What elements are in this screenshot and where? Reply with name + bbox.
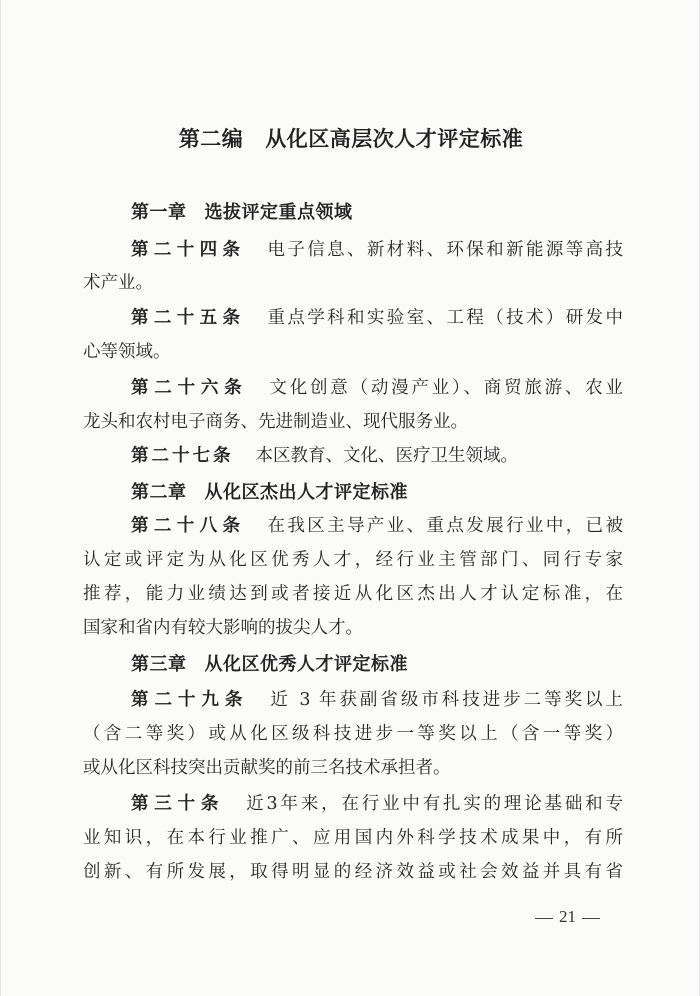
article-label: 第三十条 [131, 794, 225, 814]
article-24-line-1: 第二十四条 电子信息、新材料、环保和新能源等高技 [131, 240, 624, 260]
article-29-line-2: （含二等奖）或从化区级科技进步一等奖以上（含一等奖） [83, 724, 623, 744]
dash-left [535, 918, 553, 919]
article-28-line-4: 国家和省内有较大影响的拔尖人才。 [83, 618, 363, 638]
part-title [1, 123, 700, 153]
article-label: 第二十六条 [131, 378, 248, 398]
chapter-heading-3: 第三章 从化区优秀人才评定标准 [131, 654, 408, 675]
article-28-line-3: 推荐，能力业绩达到或者接近从化区杰出人才认定标准，在 [83, 584, 623, 604]
article-25-line-1: 第二十五条 重点学科和实验室、工程（技术）研发中 [131, 308, 624, 328]
article-26-line-2: 龙头和农村电子商务、先进制造业、现代服务业。 [83, 412, 468, 432]
part-label: 第二编 [178, 127, 244, 151]
chapter-heading-1: 第一章 选拔评定重点领域 [131, 202, 353, 223]
article-24-line-2: 术产业。 [83, 273, 153, 293]
article-25-line-2: 心等领域。 [83, 342, 171, 362]
article-26-line-1: 第二十六条 文化创意（动漫产业）、商贸旅游、农业 [131, 378, 624, 398]
article-28-line-2: 认定或评定为从化区优秀人才，经行业主管部门、同行专家 [83, 550, 623, 570]
article-label: 第二十九条 [131, 690, 249, 710]
article-27-line-1: 第二十七条 本区教育、文化、医疗卫生领域。 [131, 446, 518, 466]
article-30-line-1: 第三十条 近3年来，在行业中有扎实的理论基础和专 [131, 794, 623, 814]
article-label: 第二十四条 [131, 240, 246, 260]
chapter-heading-2: 第二章 从化区杰出人才评定标准 [131, 482, 408, 503]
article-29-line-3: 或从化区科技突出贡献奖的前三名技术承担者。 [83, 758, 451, 778]
dash-right [582, 918, 600, 919]
article-30-line-3: 创新、有所发展，取得明显的经济效益或社会效益并具有省 [83, 862, 623, 882]
article-29-line-1: 第二十九条 近 3 年获副省级市科技进步二等奖以上 [131, 690, 623, 710]
article-label: 第二十五条 [131, 308, 246, 328]
article-label: 第二十七条 [131, 446, 234, 466]
article-label: 第二十八条 [131, 516, 246, 536]
article-30-line-2: 业知识，在本行业推广、应用国内外科学技术成果中，有所 [83, 828, 623, 848]
part-name: 从化区高层次人才评定标准 [265, 127, 524, 151]
page-number: 21 [529, 907, 606, 927]
article-28-line-1: 第二十八条 在我区主导产业、重点发展行业中，已被 [131, 516, 624, 536]
